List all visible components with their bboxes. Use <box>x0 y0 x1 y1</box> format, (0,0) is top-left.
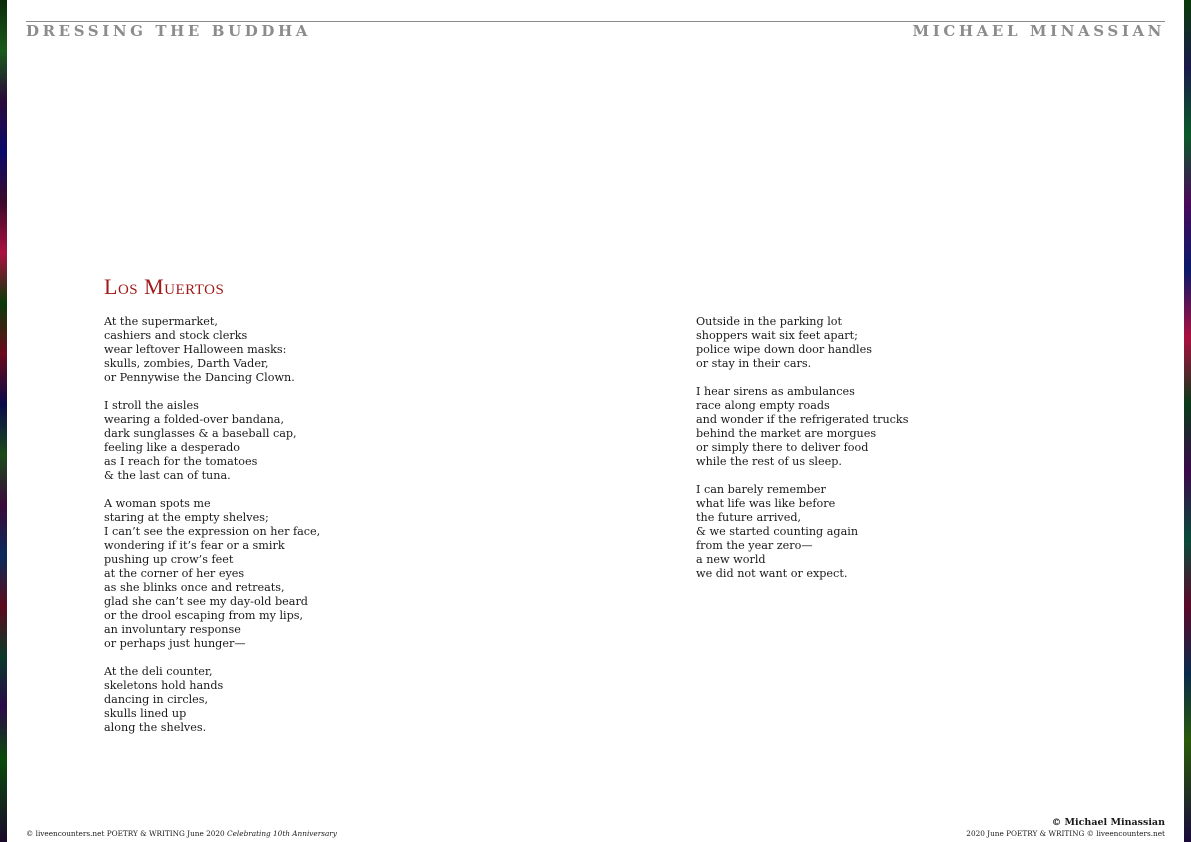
poem-stanza <box>104 497 320 651</box>
poem-line: or the drool escaping from my lips, <box>104 609 304 622</box>
running-head-author: MICHAEL MINASSIAN <box>912 22 1165 40</box>
poem-line: I hear sirens as ambulances <box>696 385 855 398</box>
poem-line: along the shelves. <box>104 721 207 734</box>
poem-line: the future arrived, <box>696 511 802 524</box>
poem-line: dancing in circles, <box>104 693 209 706</box>
poem-line: wearing a folded-over bandana, <box>104 413 284 426</box>
poem-line: at the corner of her eyes <box>104 567 245 580</box>
poem-line: staring at the empty shelves; <box>104 511 269 524</box>
poem-line: as I reach for the tomatoes <box>104 455 258 468</box>
footer-left-italic: Celebrating 10th Anniversary <box>227 829 337 838</box>
poem-right-column <box>696 315 908 595</box>
running-head-book-title: DRESSING THE BUDDHA <box>26 22 311 40</box>
poem-line: skulls, zombies, Darth Vader, <box>104 357 269 370</box>
poem-line: A woman spots me <box>104 497 211 510</box>
poem-line: I stroll the aisles <box>104 399 199 412</box>
footer-left <box>26 829 337 838</box>
poem-line: what life was like before <box>696 497 836 510</box>
poem-line: wondering if it’s fear or a smirk <box>104 539 285 552</box>
poem-line: race along empty roads <box>696 399 830 412</box>
poem-line: shoppers wait six feet apart; <box>696 329 858 342</box>
poem-line: and wonder if the refrigerated trucks <box>696 413 909 426</box>
poem-line: or stay in their cars. <box>696 357 812 370</box>
footer-right-text: 2020 June POETRY & WRITING © liveencounters.net <box>966 829 1165 838</box>
poem-line: a new world <box>696 553 766 566</box>
poem-line: feeling like a desperado <box>104 441 241 454</box>
poem-line: while the rest of us sleep. <box>696 455 842 468</box>
poem-line: glad she can’t see my day-old beard <box>104 595 308 608</box>
left-decorative-edge <box>0 0 7 842</box>
poem-stanza <box>104 315 320 385</box>
poem-line: we did not want or expect. <box>696 567 848 580</box>
poem-line: as she blinks once and retreats, <box>104 581 285 594</box>
poem-line: & the last can of tuna. <box>104 469 231 482</box>
poem-stanza <box>104 665 320 735</box>
poem-line: skulls lined up <box>104 707 187 720</box>
poem-line: cashiers and stock clerks <box>104 329 248 342</box>
poem-stanza <box>696 385 908 469</box>
poem-line: dark sunglasses & a baseball cap, <box>104 427 297 440</box>
poem-stanza <box>696 315 908 371</box>
poem-line: or Pennywise the Dancing Clown. <box>104 371 295 384</box>
poem-title: Los Muertos <box>104 274 225 299</box>
poem-stanza <box>104 399 320 483</box>
poem-line: I can barely remember <box>696 483 826 496</box>
poem-line: from the year zero— <box>696 539 813 552</box>
footer-author-copyright: © Michael Minassian <box>1051 817 1165 828</box>
poem-line: wear leftover Halloween masks: <box>104 343 287 356</box>
poem-line: & we started counting again <box>696 525 859 538</box>
poem-line: pushing up crow’s feet <box>104 553 234 566</box>
poem-line: skeletons hold hands <box>104 679 224 692</box>
poem-left-column <box>104 315 320 749</box>
poem-line: At the supermarket, <box>104 315 218 328</box>
right-decorative-edge <box>1184 0 1191 842</box>
poem-line: Outside in the parking lot <box>696 315 843 328</box>
poem-line: At the deli counter, <box>104 665 213 678</box>
poem-line: an involuntary response <box>104 623 241 636</box>
poem-stanza <box>696 483 908 581</box>
poem-line: or perhaps just hunger— <box>104 637 246 650</box>
poem-line: police wipe down door handles <box>696 343 872 356</box>
poem-line: or simply there to deliver food <box>696 441 869 454</box>
poem-line: behind the market are morgues <box>696 427 877 440</box>
poem-line: I can’t see the expression on her face, <box>104 525 321 538</box>
footer-left-text: © liveencounters.net POETRY & WRITING June 2020 <box>26 829 228 838</box>
